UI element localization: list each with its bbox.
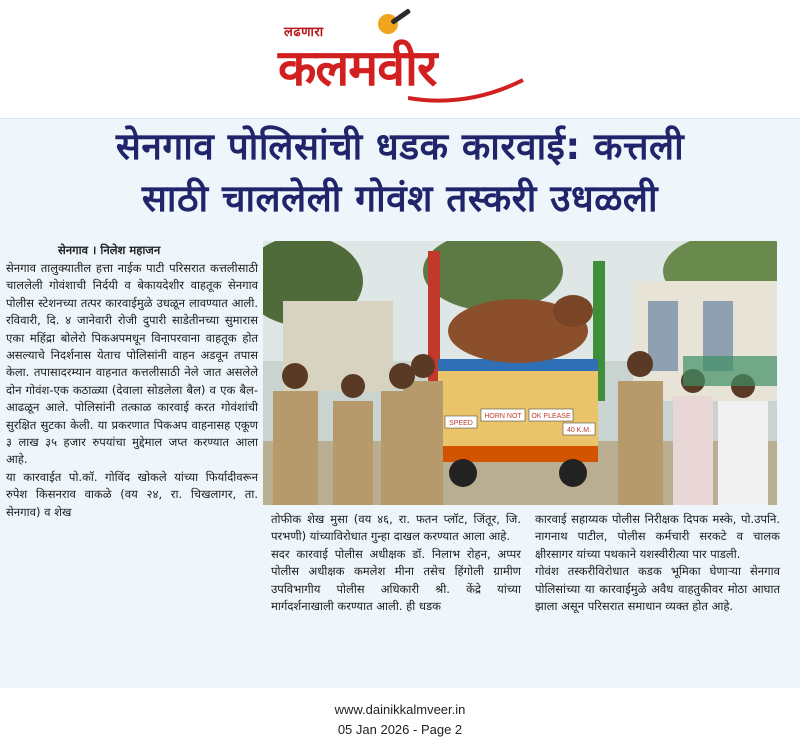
paragraph: या कारवाईत पो.कॉ. गोविंद खोकले यांच्या फिर्यादीवरून रुपेश किसनराव वाकळे (वय २४, रा. चिखलागर, ता. सेनगाव) व शेख <box>6 469 258 519</box>
truck-plate-speed-limit: 40 K.M. <box>566 427 592 434</box>
headline-line-1: सेनगाव पोलिसांची धडक कारवाई: कत्तली <box>115 125 685 168</box>
logo-swoosh <box>408 68 528 108</box>
paragraph: सेनगाव तालुक्यातील हत्ता नाईक पाटी परिसरात कत्तलीसाठी चाललेली गोवंशाची निर्दयी व बेकायदेशीर वाहतूक सेनगाव पोलीस स्टेशनच्या तत्पर कारवाईमुळे उधळून लावण्यात आली. रविवारी, दि. ४ जानेवारी रोजी दुपारी साडेतीनच्या सुमारास एका महिंद्रा बोलेरो पिकअपमधून विनापरवाना वाहतूक होत असल्याचे निदर्शनास येताच पोलिसांनी वाहन अडवून तपास केला. तपासादरम्यान वाहनात कत्तलीसाठी नेले जात असलेले दोन गोवंश-एक कठाळ्या (देवाला सोडलेला बैल) व एक बैल-आढळून आले. पोलिसांनी तत्काळ कारवाई करत गोवंशांची सुरक्षित सुटका केली. या प्रकरणात पिकअप वाहनासह एकूण ३ लाख ३५ हजार रुपयांचा मुद्देमाल जप्त करण्यात आला आहे. <box>6 261 258 467</box>
page-footer <box>0 700 800 740</box>
newspaper-logo[interactable] <box>278 8 528 108</box>
article-headline <box>0 119 800 225</box>
byline: सेनगाव । निलेश महाजन <box>58 243 161 257</box>
photo-illustration <box>263 241 777 505</box>
date-page-label: 05 Jan 2026 - Page 2 <box>337 722 463 737</box>
paragraph: कारवाई सहाय्यक पोलीस निरीक्षक दिपक मस्के, पो.उपनि. नागनाथ पाटील, पोलीस कर्मचारी सरकटे व चालक क्षीरसागर यांच्या पथकाने यशस्वीरीत्या पार पाडली. <box>535 512 780 561</box>
article-column-2 <box>271 511 521 615</box>
masthead-tagline: लढणारा <box>284 25 324 40</box>
masthead <box>0 0 800 118</box>
pen-icon <box>376 8 416 38</box>
paragraph: गोवंश तस्करीविरोधात कडक भूमिका घेणाऱ्या सेनगाव पोलिसांच्या या कारवाईमुळे अवैध वाहतुकीवर मोठा आघात झाला असून परिसरात समाधान व्यक्त होत आहे. <box>535 564 780 614</box>
truck-plate-speed: SPEED <box>449 420 473 427</box>
article-column-1 <box>6 260 258 521</box>
website-link[interactable]: www.dainikkalmveer.in <box>334 702 466 717</box>
paragraph: सदर कारवाई पोलीस अधीक्षक डॉ. निलाभ रोहन, अप्पर पोलीस अधीक्षक कमलेश मीना तसेच हिंगोली ग्रामीण उपविभागीय पोलीस अधिकारी श्री. केंद्रे यांच्या मार्गदर्शनाखाली करण्यात आली. ही धडक <box>271 546 521 614</box>
news-photo <box>263 241 777 505</box>
masthead-name: कलमवीर <box>278 39 437 97</box>
article-column-3 <box>535 511 780 615</box>
headline-line-2: साठी चाललेली गोवंश तस्करी उधळली <box>141 177 659 220</box>
truck-plate-horn: HORN NOT <box>484 413 522 420</box>
article <box>0 118 800 688</box>
paragraph: तोफीक शेख मुसा (वय ४६, रा. फतन प्लॉट, जिंतूर, जि. परभणी) यांच्याविरोधात गुन्हा दाखल करण्यात आला आहे. <box>271 512 521 544</box>
truck-plate-ok: OK PLEASE <box>531 413 571 420</box>
